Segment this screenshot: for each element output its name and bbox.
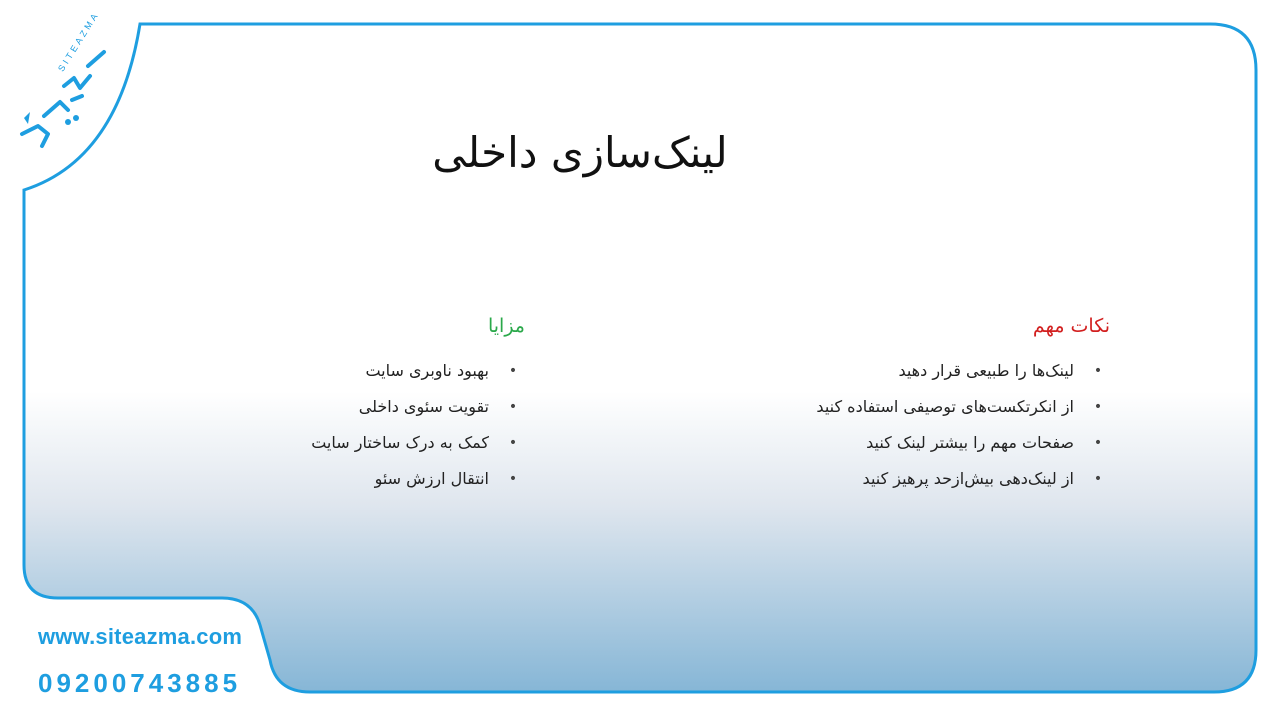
bullet-icon: • (508, 363, 518, 379)
tip-text: لینک‌ها را طبیعی قرار دهید (898, 361, 1074, 380)
list-item (630, 397, 1110, 433)
list-item (105, 361, 525, 397)
list-item (630, 361, 1110, 397)
bullet-icon: • (1093, 399, 1103, 415)
benefit-text: انتقال ارزش سئو (374, 469, 489, 488)
tips-heading: نکات مهم (1032, 315, 1110, 337)
tips-list (630, 361, 1110, 505)
website-url: www.siteazma.com (38, 624, 243, 649)
bullet-icon: • (508, 399, 518, 415)
tip-text: از لینک‌دهی بیش‌ازحد پرهیز کنید (862, 469, 1074, 488)
bullet-icon: • (1093, 435, 1103, 451)
list-item (105, 433, 525, 469)
benefit-text: کمک به درک ساختار سایت (311, 433, 489, 452)
slide-title: لینک‌سازی داخلی (432, 128, 728, 177)
benefits-column (105, 315, 525, 505)
tip-text: صفحات مهم را بیشتر لینک کنید (866, 433, 1074, 452)
benefits-list (105, 361, 525, 505)
bullet-icon: • (508, 435, 518, 451)
benefit-text: بهبود ناوبری سایت (365, 361, 489, 380)
tips-column (630, 315, 1110, 505)
bullet-icon: • (1093, 471, 1103, 487)
list-item (630, 469, 1110, 505)
phone-number: 09200743885 (38, 668, 242, 698)
bullet-icon: • (508, 471, 518, 487)
list-item (630, 433, 1110, 469)
list-item (105, 469, 525, 505)
tip-text: از انکرتکست‌های توصیفی استفاده کنید (816, 397, 1074, 416)
list-item (105, 397, 525, 433)
benefit-text: تقویت سئوی داخلی (358, 397, 489, 416)
benefits-heading: مزایا (487, 315, 525, 337)
logo-text: SITEAZMA (56, 9, 102, 74)
bullet-icon: • (1093, 363, 1103, 379)
